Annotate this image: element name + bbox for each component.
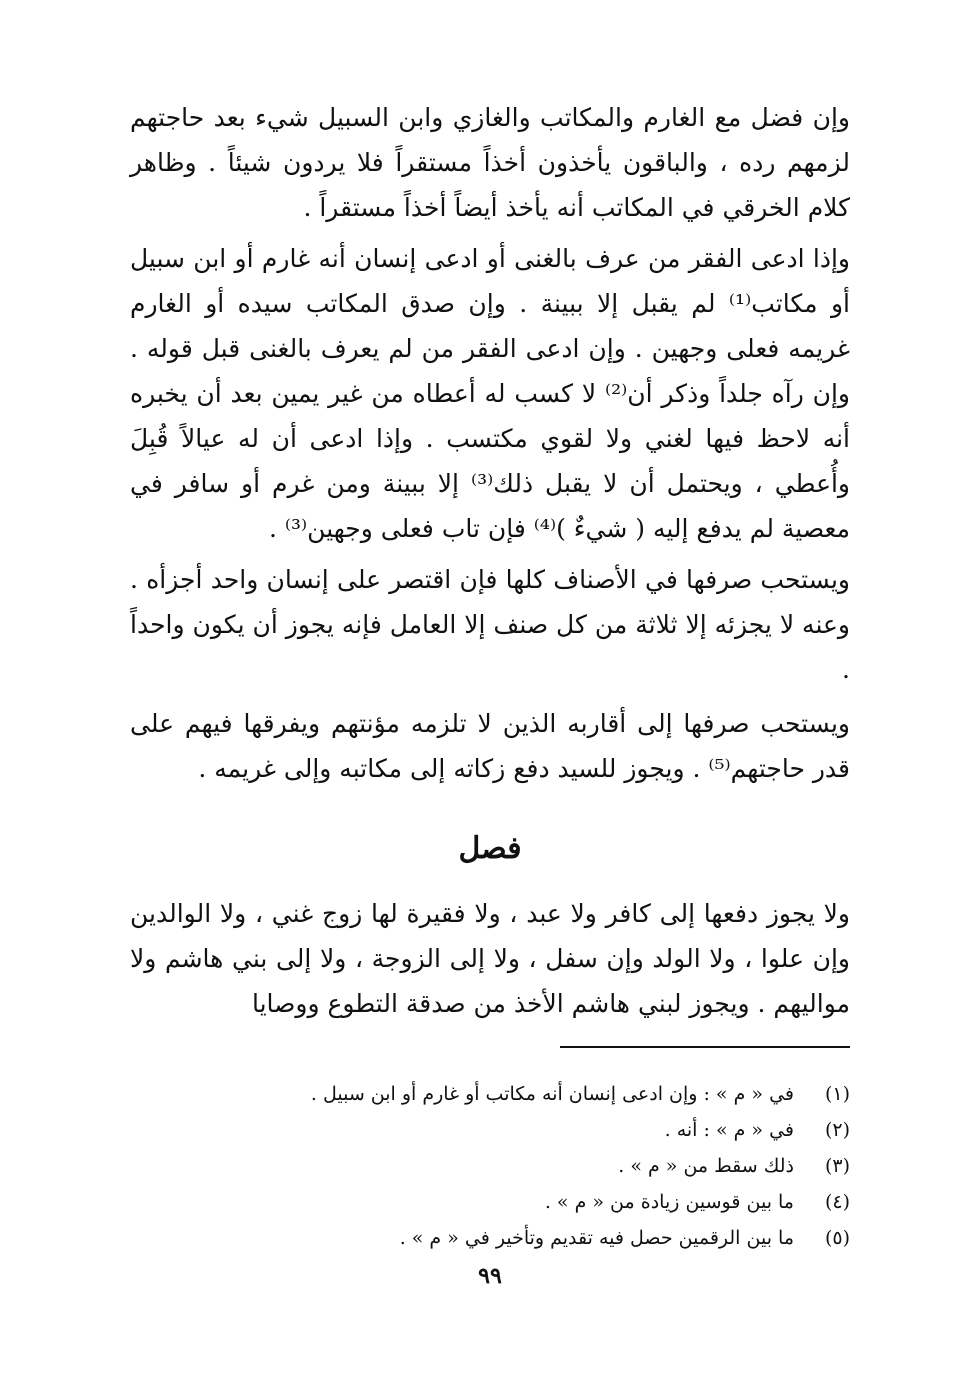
paragraph-3: ويستحب صرفها في الأصناف كلها فإن اقتصر على إنسان واحد أجزأه . وعنه لا يجزئه إلا ثلاثة من كل صنف إلا العامل فإنه يجوز أن يكون واحداً . [130,565,850,684]
footnotes-list [130,1076,850,1256]
footnote-item [130,1076,850,1112]
footnote-number: (٤) [824,1191,850,1213]
document-page [130,95,850,1335]
footnote-number: (٢) [824,1119,850,1141]
footnote-number: (٣) [824,1155,850,1177]
footnote-separator [560,1046,850,1048]
footnote-item [130,1112,850,1148]
section-heading: فصل [458,831,522,866]
section-paragraph: ولا يجوز دفعها إلى كافر ولا عبد ، ولا فقيرة لها زوج غني ، ولا الوالدين وإن علوا ، ولا الولد وإن سفل ، ولا إلى الزوجة ، ولا إلى بني هاشم ولا مواليهم . ويجوز لبني هاشم الأخذ من صدقة التطوع ووصايا [130,899,850,1018]
footnote-text: في « م » : أنه . [664,1119,794,1141]
footnote-item [130,1184,850,1220]
footnote-number: (١) [824,1083,850,1105]
footnote-item [130,1220,850,1256]
paragraph-2: وإذا ادعى الفقر من عرف بالغنى أو ادعى إنسان أنه غارم أو ابن سبيل أو مكاتب⁽¹⁾ لم يقبل إلا ببينة . وإن صدق المكاتب سيده أو الغارم غريمه فعلى وجهين . وإن ادعى الفقر من لم يعرف بالغنى قبل قوله . وإن رآه جلداً وذكر أن⁽²⁾ لا كسب له أعطاه من غير يمين بعد أن يخبره أنه لاحظ فيها لغني ولا لقوي مكتسب . وإذا ادعى أن له عيالاً قُبِلَ وأُعطي ، ويحتمل أن لا يقبل ذلك⁽³⁾ إلا ببينة ومن غرم أو سافر في معصية لم يدفع إليه ( شيءٌ )⁽⁴⁾ فإن تاب فعلى وجهين⁽³⁾ . [130,244,851,543]
paragraph-1: وإن فضل مع الغارم والمكاتب والغازي وابن السبيل شيء بعد حاجتهم لزمهم رده ، والباقون يأخذون أخذاً مستقراً فلا يردون شيئاً . وظاهر كلام الخرقي في المكاتب أنه يأخذ أيضاً أخذاً مستقراً . [130,103,850,222]
paragraph-4: ويستحب صرفها إلى أقاربه الذين لا تلزمه مؤنتهم ويفرقها فيهم على قدر حاجتهم⁽⁵⁾ . ويجوز للسيد دفع زكاته إلى مكاتبه وإلى غريمه . [130,709,850,783]
footnote-item [130,1148,850,1184]
footnote-number: (٥) [824,1227,850,1249]
footnote-text: ما بين الرقمين حصل فيه تقديم وتأخير في « م » . [399,1227,794,1249]
footnote-text: في « م » : وإن ادعى إنسان أنه مكاتب أو غارم أو ابن سبيل . [310,1083,794,1105]
page-number: ٩٩ [478,1263,502,1289]
footnote-text: ذلك سقط من « م » . [618,1155,794,1177]
footnote-text: ما بين قوسين زيادة من « م » . [544,1191,794,1213]
